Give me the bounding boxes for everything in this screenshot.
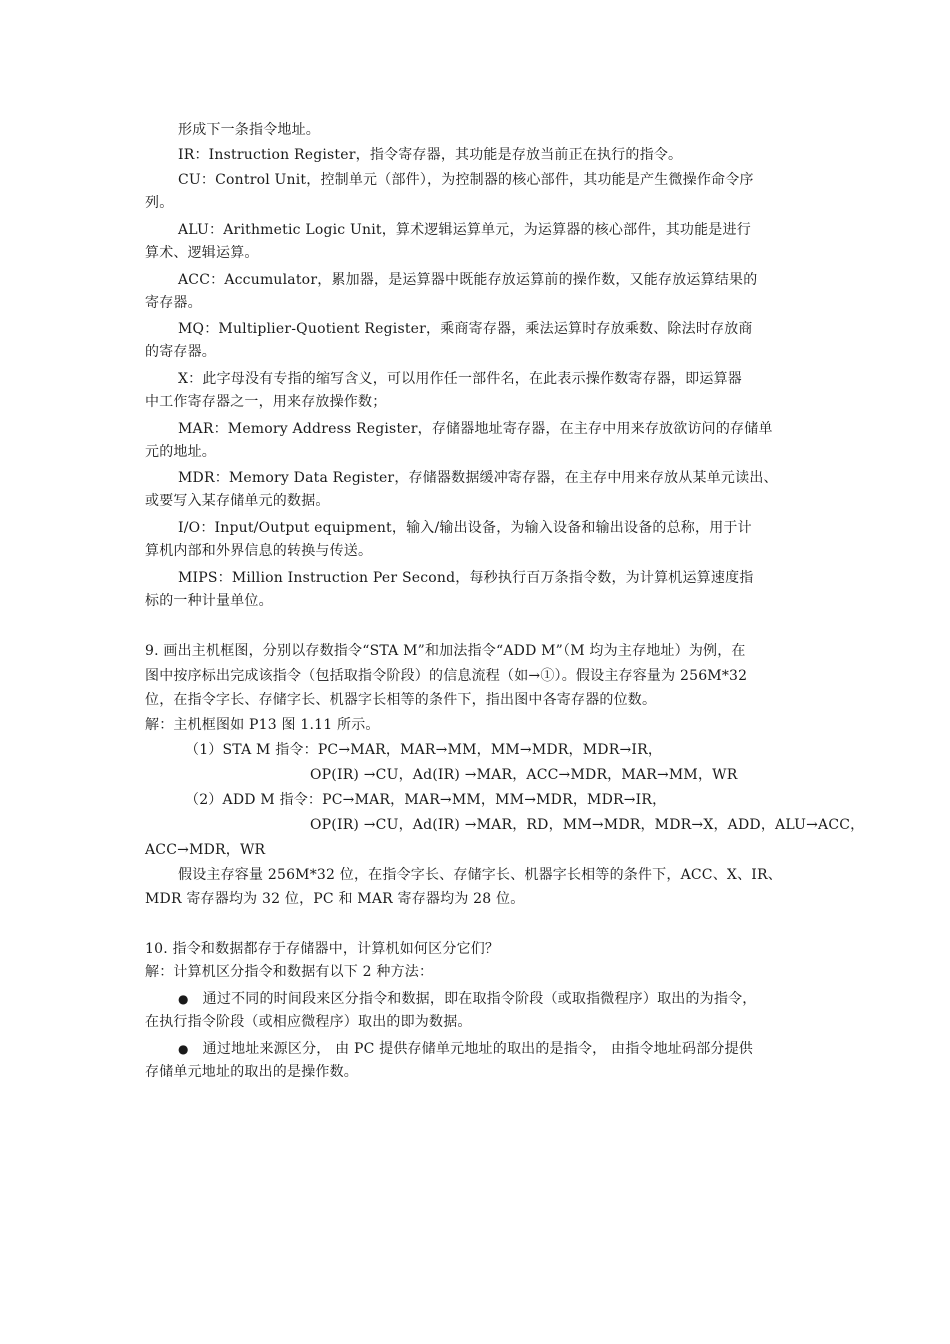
def-alu: ALU：Arithmetic Logic Unit，算术逻辑运算单元，为运算器的核心部件，其功能是进行: [178, 222, 751, 238]
register-bits-cont: MDR 寄存器均为 32 位，PC 和 MAR 寄存器均为 28 位。: [145, 891, 525, 907]
def-x: X：此字母没有专指的缩写含义，可以用作任一部件名，在此表示操作数寄存器，即运算器: [178, 371, 742, 387]
def-acc: ACC：Accumulator，累加器，是运算器中既能存放运算前的操作数，又能存放运算结果的: [178, 272, 758, 288]
def-mdr-cont: 或要写入某存储单元的数据。: [145, 493, 330, 509]
question-10: 10. 指令和数据都存于存储器中，计算机如何区分它们？: [145, 941, 500, 957]
bullet-item: [178, 1040, 753, 1058]
def-io: I/O：Input/Output equipment，输入/输出设备，为输入设备和输出设备的总称，用于计: [178, 520, 752, 536]
def-cu-cont: 列。: [145, 195, 174, 211]
question-9-cont: 位，在指令字长、存储字长、机器字长相等的条件下，指出图中各寄存器的位数。: [145, 692, 657, 708]
def-mips-cont: 标的一种计量单位。: [145, 593, 273, 609]
answer-9: 解：主机框图如 P13 图 1.11 所示。: [145, 717, 380, 733]
question-9-cont: 图中按序标出完成该指令（包括取指令阶段）的信息流程（如→①）。假设主存容量为 256M*32: [145, 668, 748, 684]
bullet-text: 通过地址来源区分， 由 PC 提供存储单元地址的取出的是指令， 由指令地址码部分提供: [202, 1041, 754, 1057]
answer-10: 解：计算机区分指令和数据有以下 2 种方法：: [145, 964, 434, 980]
bullet-item: [178, 990, 756, 1008]
add-step-cont: ACC→MDR，WR: [145, 842, 266, 858]
document-page: [145, 0, 865, 1344]
bullet-text-cont: 存储单元地址的取出的是操作数。: [145, 1064, 358, 1080]
def-x-cont: 中工作寄存器之一，用来存放操作数；: [145, 394, 387, 410]
sta-step-cont: OP(IR) →CU，Ad(IR) →MAR，ACC→MDR，MAR→MM，WR: [310, 767, 738, 783]
def-mar-cont: 元的地址。: [145, 444, 216, 460]
sta-step: （1）STA M 指令：PC→MAR，MAR→MM，MM→MDR，MDR→IR，: [185, 742, 663, 758]
def-io-cont: 算机内部和外界信息的转换与传送。: [145, 543, 373, 559]
bullet-icon: ●: [178, 992, 189, 1006]
def-mq: MQ：Multiplier-Quotient Register，乘商寄存器，乘法运算时存放乘数、除法时存放商: [178, 321, 753, 337]
def-ir: IR：Instruction Register，指令寄存器，其功能是存放当前正在执行的指令。: [178, 147, 683, 163]
bullet-text: 通过不同的时间段来区分指令和数据，即在取指令阶段（或取指微程序）取出的为指令，: [202, 991, 757, 1007]
def-mdr: MDR：Memory Data Register，存储器数据缓冲寄存器，在主存中用来存放从某单元读出、: [178, 470, 778, 486]
def-acc-cont: 寄存器。: [145, 295, 202, 311]
register-bits: 假设主存容量 256M*32 位，在指令字长、存储字长、机器字长相等的条件下，ACC、X、IR、: [178, 867, 782, 883]
add-step-cont: OP(IR) →CU，Ad(IR) →MAR，RD，MM→MDR，MDR→X，ADD，ALU→ACC，: [310, 817, 865, 833]
text-line: 形成下一条指令地址。: [178, 122, 320, 138]
def-mar: MAR：Memory Address Register，存储器地址寄存器，在主存中用来存放欲访问的存储单: [178, 421, 773, 437]
def-cu: CU：Control Unit，控制单元（部件），为控制器的核心部件，其功能是产生微操作命令序: [178, 172, 754, 188]
add-step: （2）ADD M 指令：PC→MAR，MAR→MM，MM→MDR，MDR→IR，: [185, 792, 667, 808]
bullet-icon: ●: [178, 1042, 189, 1056]
def-mq-cont: 的寄存器。: [145, 344, 216, 360]
def-alu-cont: 算术、逻辑运算。: [145, 245, 259, 261]
question-9: 9. 画出主机框图，分别以存数指令“STA M”和加法指令“ADD M”（M 均为主存地址）为例，在: [145, 643, 746, 659]
bullet-text-cont: 在执行指令阶段（或相应微程序）取出的即为数据。: [145, 1014, 472, 1030]
def-mips: MIPS：Million Instruction Per Second，每秒执行百万条指令数，为计算机运算速度指: [178, 570, 754, 586]
